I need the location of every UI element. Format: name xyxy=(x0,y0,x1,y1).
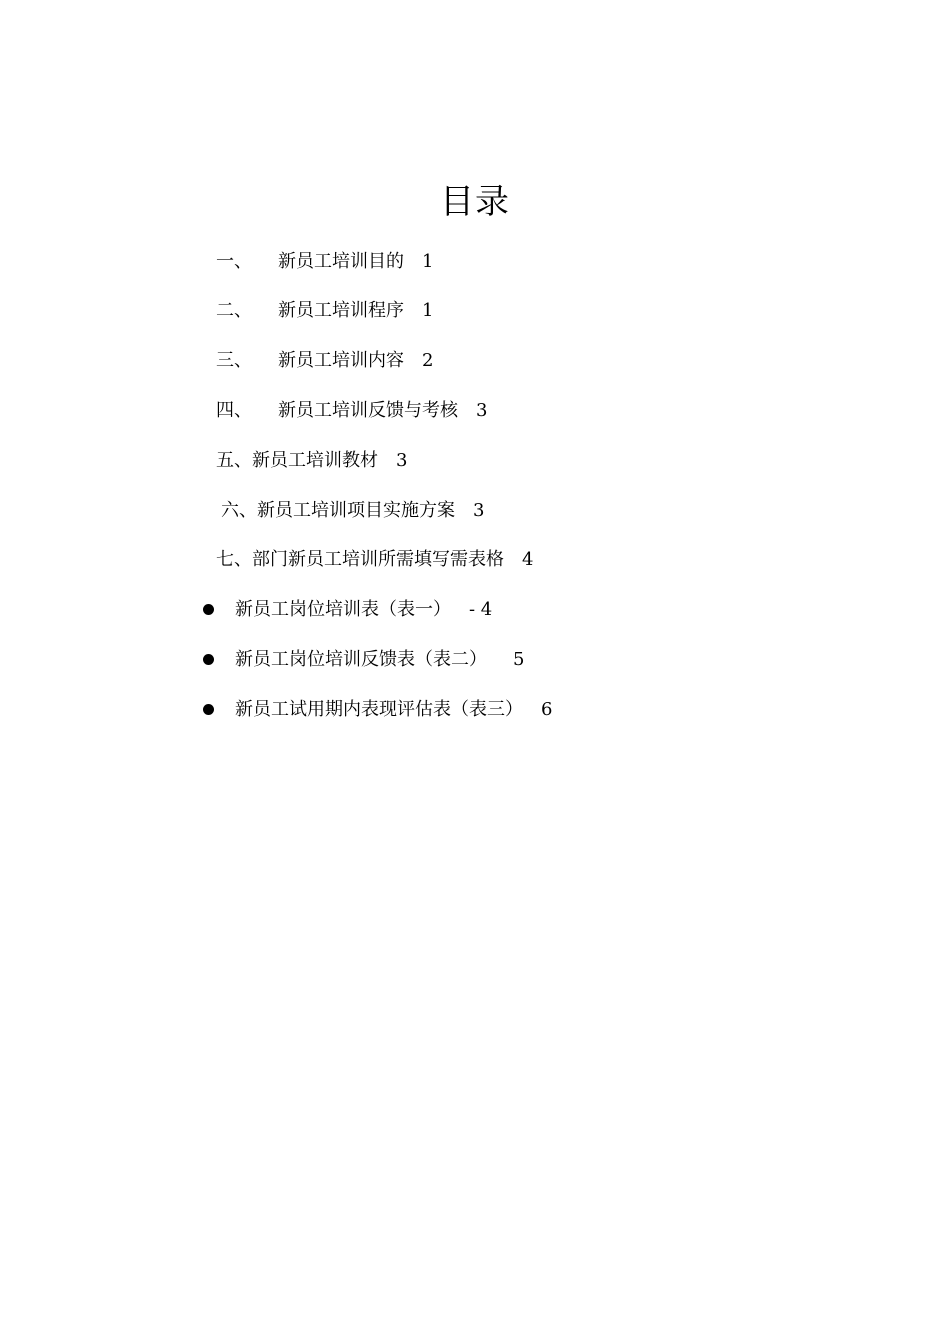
toc-bullet-page: - 4 xyxy=(469,599,493,620)
toc-entry-page: 3 xyxy=(396,450,408,471)
toc-entry[interactable] xyxy=(216,448,407,474)
toc-entry[interactable] xyxy=(216,398,487,424)
bullet-icon xyxy=(203,704,214,715)
toc-entry-number: 七、 xyxy=(216,549,252,570)
toc-entry[interactable] xyxy=(221,498,484,524)
toc-entry-number: 三、 xyxy=(216,350,252,371)
toc-bullet-entry[interactable] xyxy=(235,697,552,723)
toc-bullet-page: 6 xyxy=(541,699,553,720)
toc-title: 目录 xyxy=(440,182,510,222)
toc-entry-text: 新员工培训内容 xyxy=(278,350,404,371)
toc-bullet-entry[interactable] xyxy=(235,597,492,623)
toc-entry-text: 部门新员工培训所需填写需表格 xyxy=(252,549,504,570)
toc-entry-text: 新员工培训反馈与考核 xyxy=(278,400,458,421)
toc-entry-page: 4 xyxy=(522,549,534,570)
bullet-icon xyxy=(203,604,214,615)
toc-entry-text: 新员工培训程序 xyxy=(278,300,404,321)
toc-entry-text: 新员工培训目的 xyxy=(278,251,404,272)
toc-bullet-text: 新员工试用期内表现评估表（表三） xyxy=(235,699,523,720)
toc-entry-page: 1 xyxy=(422,251,434,272)
toc-entry-page: 3 xyxy=(473,500,485,521)
toc-entry[interactable] xyxy=(216,547,533,573)
toc-entry-number: 四、 xyxy=(216,400,252,421)
toc-entry-text: 新员工培训教材 xyxy=(252,450,378,471)
toc-bullet-entry[interactable] xyxy=(235,647,524,673)
toc-entry-page: 2 xyxy=(422,350,434,371)
toc-bullet-text: 新员工岗位培训表（表一） xyxy=(235,599,451,620)
toc-entry-page: 3 xyxy=(476,400,488,421)
toc-entry-number: 一、 xyxy=(216,251,252,272)
toc-entry-page: 1 xyxy=(422,300,434,321)
toc-entry[interactable] xyxy=(216,348,433,374)
toc-bullet-text: 新员工岗位培训反馈表（表二） xyxy=(235,649,487,670)
toc-entry[interactable] xyxy=(216,249,433,275)
toc-entry-number: 二、 xyxy=(216,300,252,321)
toc-entry-number: 六、 xyxy=(221,500,257,521)
toc-entry-text: 新员工培训项目实施方案 xyxy=(257,500,455,521)
toc-bullet-page: 5 xyxy=(513,649,525,670)
toc-entry[interactable] xyxy=(216,298,433,324)
toc-entry-number: 五、 xyxy=(216,450,252,471)
bullet-icon xyxy=(203,654,214,665)
